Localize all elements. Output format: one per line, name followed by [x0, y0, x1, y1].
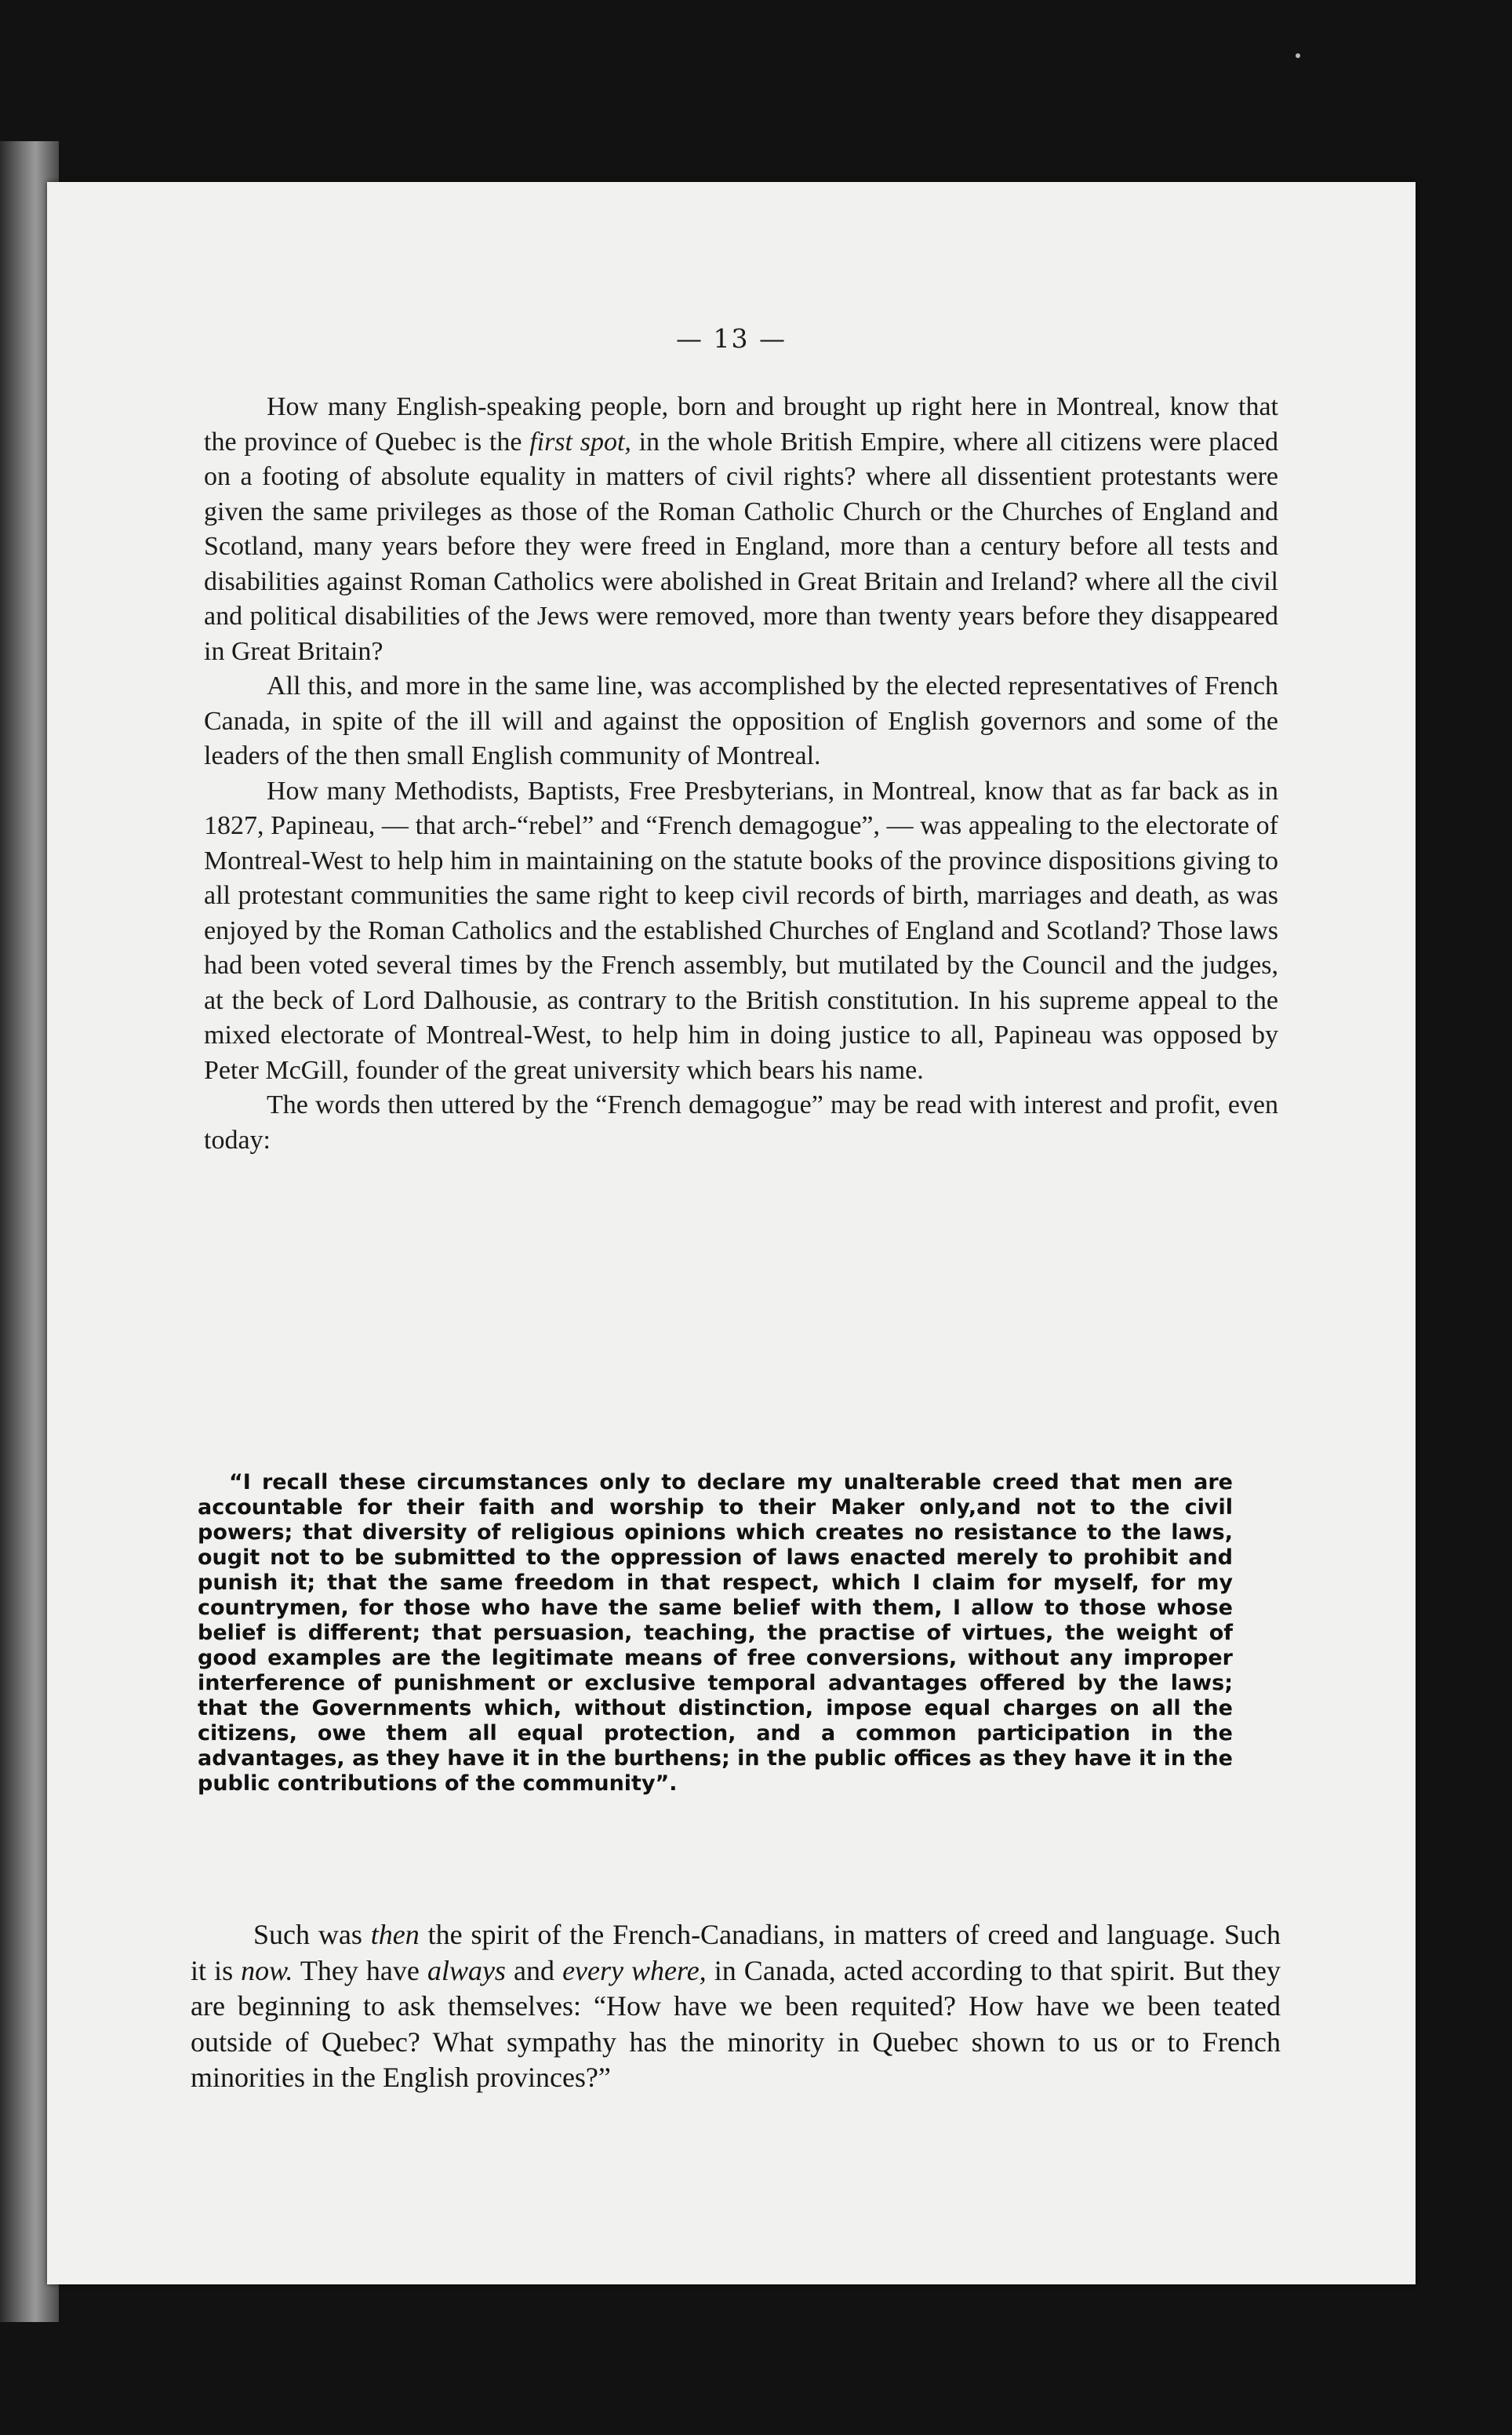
paragraph — [204, 390, 1278, 669]
text-run: All this, and more in the same line, was accomplished by the elected representatives of French Canada, in spite of the ill will and against the opposition of English governors and some of the leaders of the then small English community of Montreal. — [204, 672, 1278, 770]
body-text — [204, 390, 1278, 1158]
text-run-italic: then — [370, 1919, 420, 1950]
text-run-italic: first spot, — [529, 427, 631, 457]
text-run: the spirit of the French-Canadians, in matters of creed and language. Such it is — [191, 1919, 1281, 1986]
book-page — [47, 182, 1416, 2284]
text-run: in Canada, acted according to that spirit. But they are beginning to ask themselves: “How have we been requited? How have we been teated outside of Quebec? What sympathy has the minority in Quebec shown to us or to French minorities in the English provinces?” — [191, 1954, 1281, 2093]
text-run: Such was — [253, 1919, 371, 1950]
text-run: The words then uttered by the “French demagogue” may be read with interest and profit, even today: — [204, 1090, 1278, 1155]
dust-speck — [1296, 53, 1300, 58]
paragraph — [204, 669, 1278, 774]
text-run-italic: now. — [241, 1954, 293, 1986]
page-number: — 13 — — [676, 323, 787, 354]
text-run: in the whole British Empire, where all citizens were placed on a footing of absolute equality in matters of civil rights? where all dissentient protestants were given the same privileges as those of the Roman Catholic Church or the Churches of England and Scotland, many years before they were freed in England, more than a century before all tests and disabilities against Roman Catholics were abolished in Great Britain and Ireland? where all the civil and political disabilities of the Jews were removed, more than twenty years before they disappeared in Great Britain? — [204, 427, 1278, 666]
closing-text — [191, 1917, 1281, 2096]
text-run: They have — [293, 1954, 427, 1986]
text-run: and — [505, 1954, 563, 1986]
text-run: How many English-speaking people, born and brought up right here in Montreal, know that the province of Quebec is the — [204, 392, 1278, 457]
text-run-italic: always — [427, 1954, 506, 1986]
paragraph — [204, 774, 1278, 1089]
block-quote: “I recall these circumstances only to declare my unalterable creed that men are accountable for their faith and worship to their Maker only,and not to the civil powers; that diversity of religious opinions which creates no resistance to the laws, ougit not to be submitted to the oppression of laws enacted merely to prohibit and punish it; that the same freedom in that respect, which I claim for myself, for my countrymen, for those who have the same belief with them, I allow to those whose belief is different; that persuasion, teaching, the practise of virtues, the weight of good examples are the legitimate means of free conversions, without any improper interference of punishment or exclusive temporal advantages offered by the laws; that the Governments which, without distinction, impose equal charges on all the citizens, owe them all equal protection, and a common participation in the advantages, as they have it in the burthens; in the public offices as they have it in the public contributions of the community”. — [198, 1470, 1233, 1796]
paragraph — [204, 1088, 1278, 1158]
paragraph — [191, 1917, 1281, 2096]
text-run-italic: every where, — [562, 1954, 707, 1986]
text-run: How many Methodists, Baptists, Free Presbyterians, in Montreal, know that as far back as in 1827, Papineau, — that arch-“rebel” and “French demagogue”, — was appealing to the electorate of Montreal-West to help him in maintaining on the statute books of the province dispositions giving to all protestant communities the same right to keep civil records of birth, marriages and death, as was enjoyed by the Roman Catholics and the established Churches of England and Scotland? Those laws had been voted several times by the French assembly, but mutilated by the Council and the judges, at the beck of Lord Dalhousie, as contrary to the British constitution. In his supreme appeal to the mixed electorate of Montreal-West, to help him in doing justice to all, Papineau was opposed by Peter McGill, founder of the great university which bears his name. — [204, 776, 1278, 1085]
